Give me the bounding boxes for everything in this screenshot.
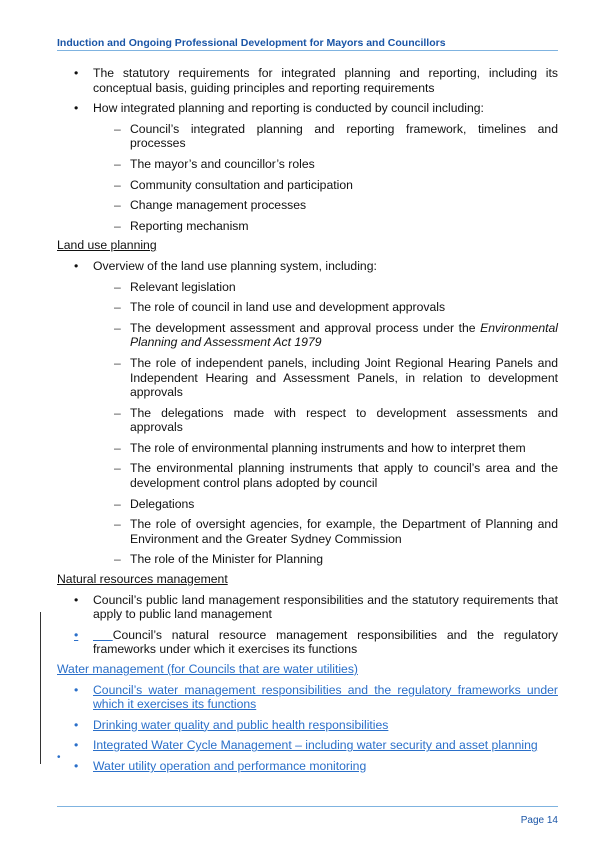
water-drinking-text: Drinking water quality and public health responsibilities xyxy=(93,717,389,732)
page-number: Page 14 xyxy=(520,815,558,826)
bullet-natural-public-land: • Council’s public land management responsibilities and the statutory requirements that apply to public land management xyxy=(57,593,558,622)
bullet-ipr-how: • How integrated planning and reporting is conducted by council including: xyxy=(57,101,558,116)
bullet-water-drinking xyxy=(57,718,558,733)
page-header-title: Induction and Ongoing Professional Development for Mayors and Councillors xyxy=(57,37,446,49)
section-heading-water: Water management (for Councils that are water utilities) xyxy=(57,662,358,676)
bullet-water-utility xyxy=(57,759,558,774)
sub-ipr-reporting: – Reporting mechanism xyxy=(57,219,558,234)
sub-ipr-roles: – The mayor’s and councillor’s roles xyxy=(57,157,558,172)
sub-land-delegations-da: – The delegations made with respect to development assessments and approvals xyxy=(57,406,558,435)
sub-land-da-process xyxy=(57,321,558,350)
da-process-text: The development assessment and approval process under the xyxy=(130,320,481,335)
sub-ipr-change: – Change management processes xyxy=(57,198,558,213)
empty-bullet-mark: • xyxy=(57,752,61,763)
bullet-water-responsibilities xyxy=(57,683,558,712)
water-iwcm-text: Integrated Water Cycle Management – including water security and asset planning xyxy=(93,738,538,753)
sub-land-epi-apply: – The environmental planning instruments that apply to council’s area and the development control plans adopted by council xyxy=(57,461,558,490)
sub-land-legislation: – Relevant legislation xyxy=(57,280,558,295)
sub-ipr-consultation: – Community consultation and participation xyxy=(57,178,558,193)
document-body xyxy=(57,60,558,774)
sub-ipr-framework: – Council’s integrated planning and reporting framework, timelines and processes xyxy=(57,122,558,151)
track-change-bar xyxy=(40,612,41,764)
section-heading-land-use: Land use planning xyxy=(57,238,157,253)
natural-resource-text: Council’s natural resource management responsibilities and the regulatory frameworks under which it exercises its functions xyxy=(93,627,558,657)
water-utility-text: Water utility operation and performance monitoring xyxy=(93,758,367,773)
sub-land-epi-role: – The role of environmental planning instruments and how to interpret them xyxy=(57,441,558,456)
section-heading-natural: Natural resources management xyxy=(57,572,228,587)
header-divider xyxy=(57,50,558,51)
bullet-water-iwcm xyxy=(57,738,558,753)
sub-land-oversight: – The role of oversight agencies, for example, the Department of Planning and Environment and the Greater Sydney Commission xyxy=(57,517,558,546)
bullet-natural-resource xyxy=(57,628,558,657)
footer-divider xyxy=(57,806,558,807)
water-responsibilities-text: Council’s water management responsibilities and the regulatory frameworks under which it exercises its functions xyxy=(93,682,558,712)
sub-land-minister: – The role of the Minister for Planning xyxy=(57,552,558,567)
bullet-land-use-overview: • Overview of the land use planning system, including: xyxy=(57,259,558,274)
sub-land-panels: – The role of independent panels, including Joint Regional Hearing Panels and Independent Hearing and Assessment Panels, in relation to development approvals xyxy=(57,356,558,400)
sub-land-delegations: – Delegations xyxy=(57,497,558,512)
act-name: Environmental Planning and Assessment Act 1979 xyxy=(130,320,558,350)
bullet-ipr-statutory: • The statutory requirements for integrated planning and reporting, including its conceptual basis, guiding principles and reporting requirements xyxy=(57,66,558,95)
sub-land-council-role: – The role of council in land use and development approvals xyxy=(57,300,558,315)
tracked-underline-mark xyxy=(93,628,113,642)
